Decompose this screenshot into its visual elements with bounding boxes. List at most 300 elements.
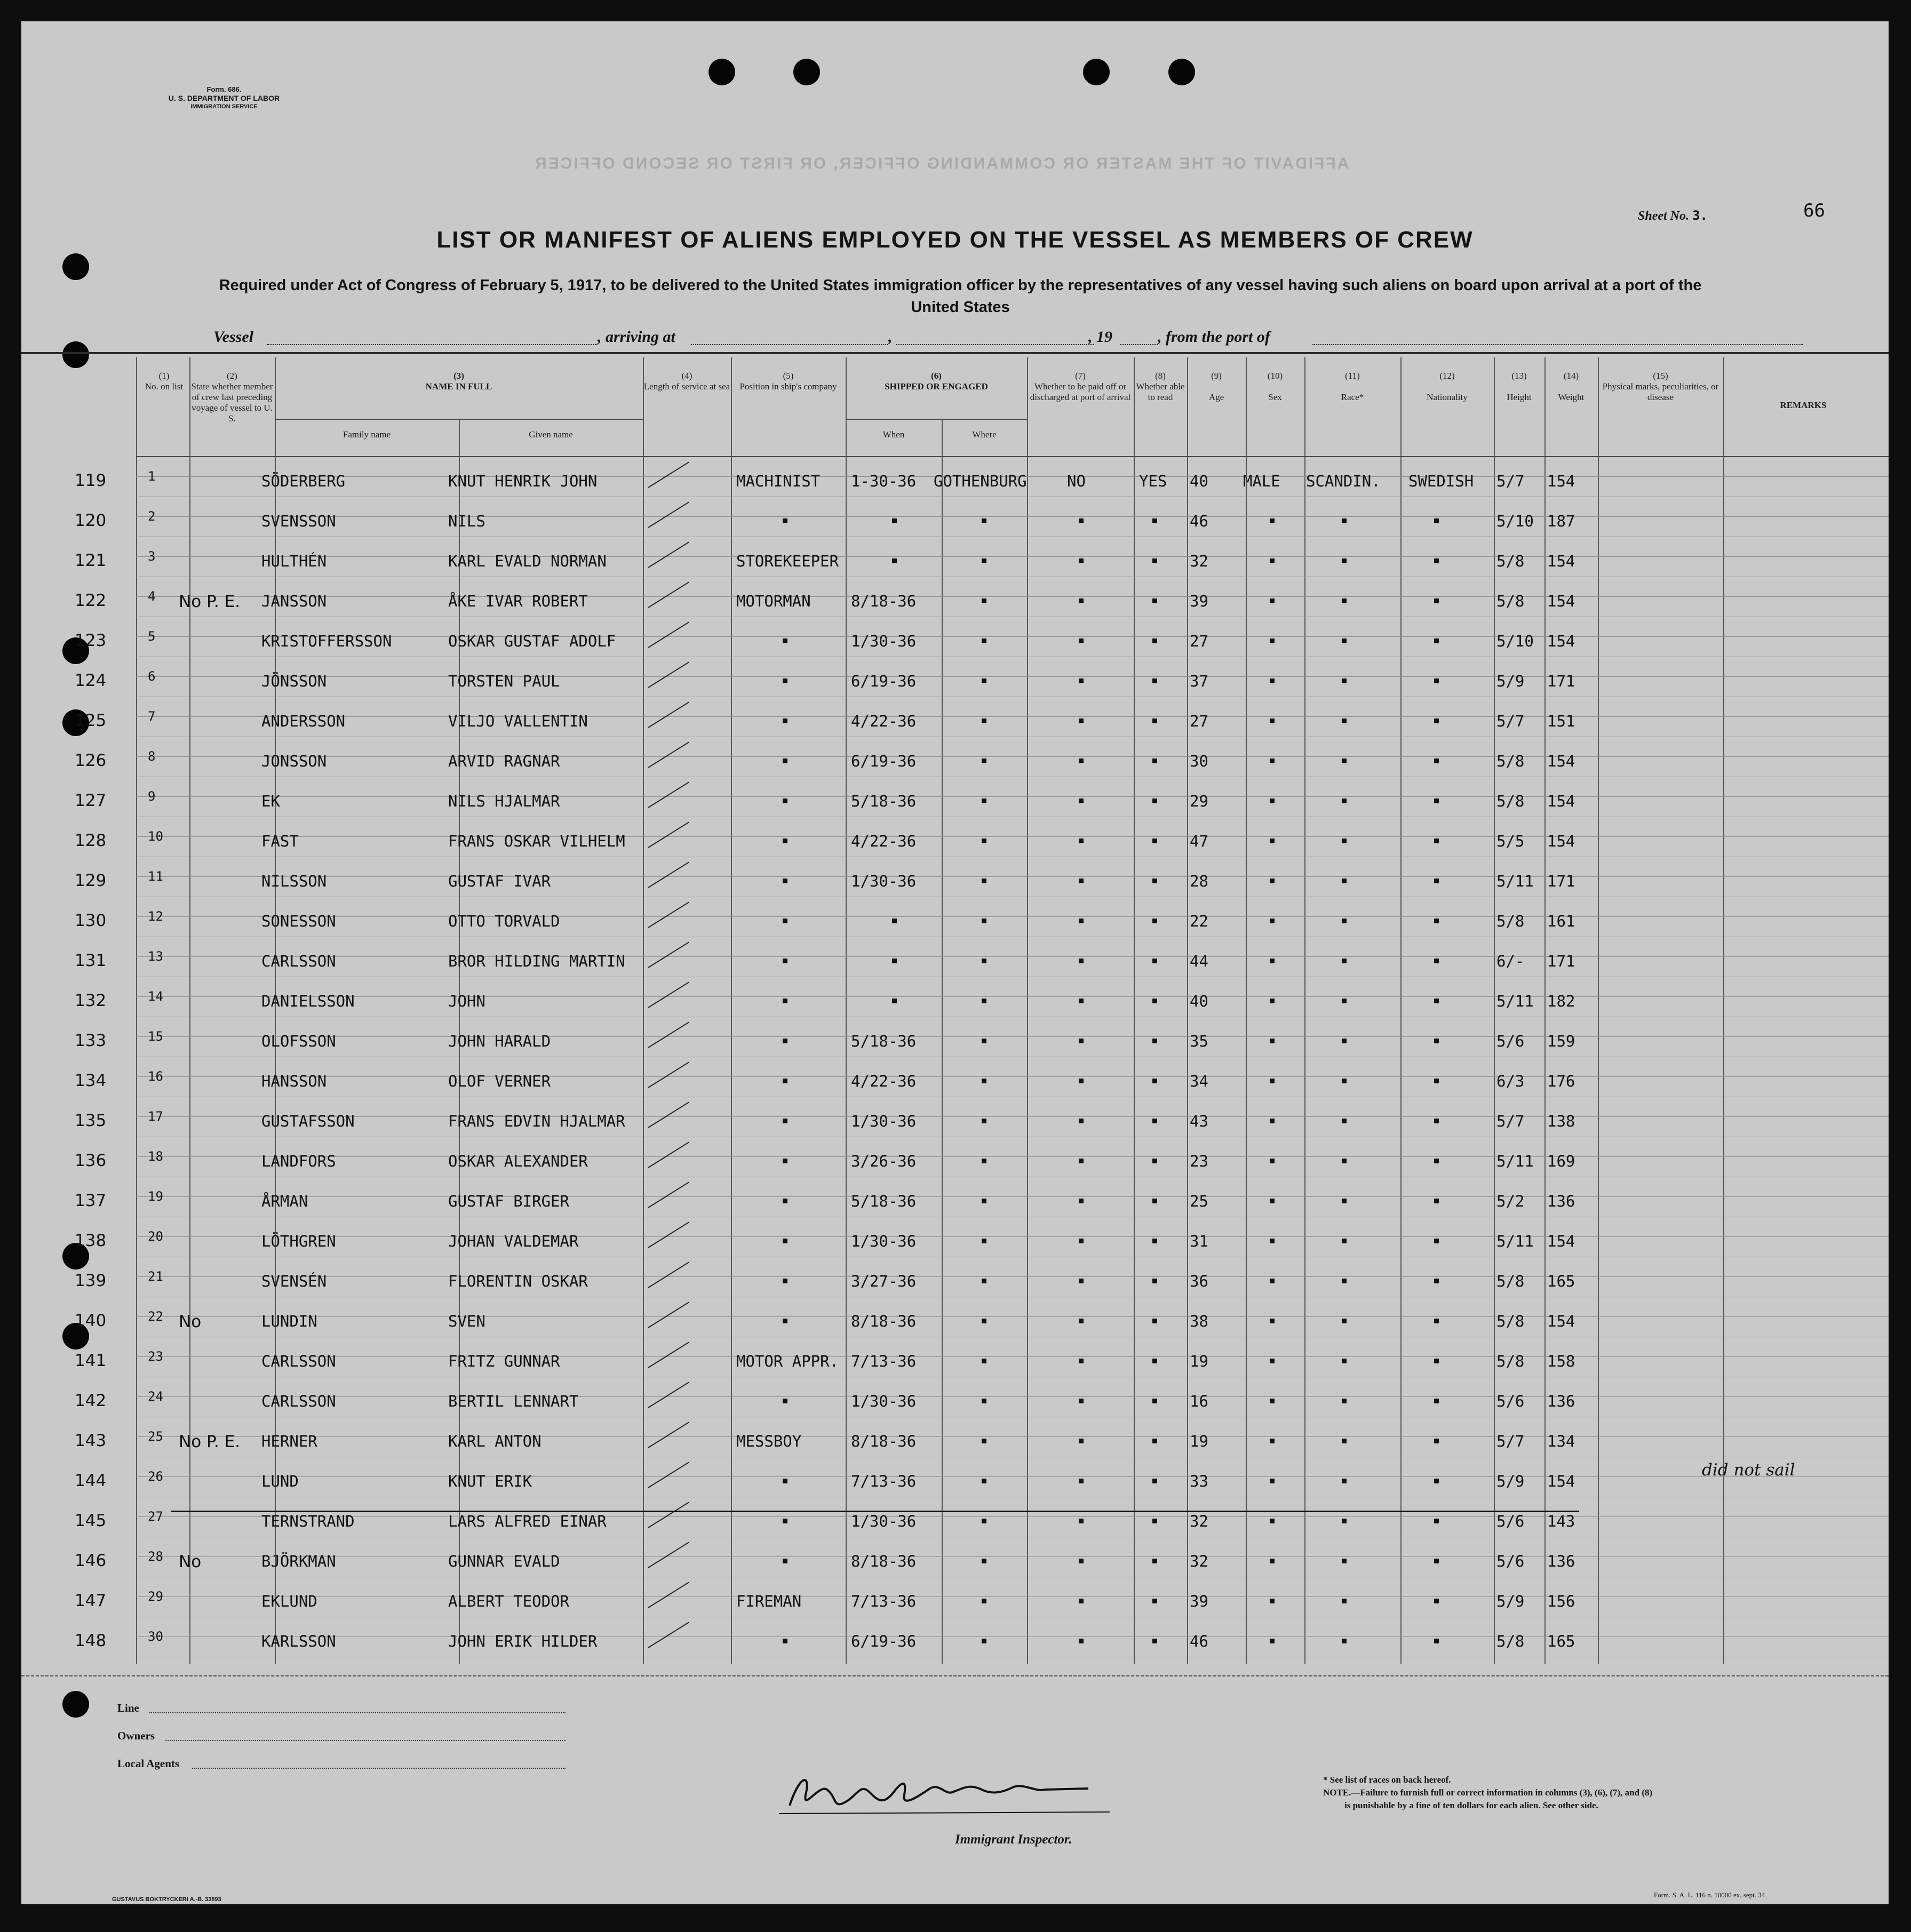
vessel-field xyxy=(267,344,598,345)
shipped-when: 1/30-36 xyxy=(851,1232,917,1250)
height: 5/5 xyxy=(1496,832,1525,850)
list-number: 17 xyxy=(148,1109,163,1124)
ditto-mark xyxy=(1079,879,1084,883)
shipped-when: 3/27-36 xyxy=(851,1272,917,1290)
column-divider xyxy=(942,419,943,1664)
when-head: When xyxy=(882,429,905,440)
ditto-mark xyxy=(1152,558,1157,563)
weight: 154 xyxy=(1547,472,1575,490)
manifest-sheet xyxy=(21,21,1889,1904)
col10-head xyxy=(1246,371,1304,403)
ditto-mark xyxy=(1342,718,1347,723)
service-tick xyxy=(648,581,689,608)
comma: , xyxy=(888,328,893,346)
col8-num: (8) xyxy=(1155,371,1166,381)
family-name: CARLSSON xyxy=(261,1352,336,1370)
ditto-mark xyxy=(783,1039,787,1043)
ruling-line xyxy=(136,1076,1889,1077)
ditto-mark xyxy=(1152,638,1157,643)
height: 6/3 xyxy=(1496,1072,1525,1090)
ditto-mark xyxy=(982,558,986,563)
ruling-line xyxy=(136,1556,1889,1557)
service-tick xyxy=(648,1502,689,1528)
given-name: KNUT HENRIK JOHN xyxy=(448,472,598,490)
ditto-mark xyxy=(1342,1279,1347,1283)
ditto-mark xyxy=(783,1559,787,1563)
punch-hole xyxy=(793,59,820,85)
previous-voyage: No xyxy=(179,1552,202,1571)
ditto-mark xyxy=(1270,638,1275,643)
paid-off: NO xyxy=(1067,472,1086,490)
family-name: TERNSTRAND xyxy=(261,1512,355,1530)
given-name: ÅKE IVAR ROBERT xyxy=(448,592,588,610)
family-name: EKLUND xyxy=(261,1592,317,1610)
height: 5/9 xyxy=(1496,672,1525,690)
list-number: 22 xyxy=(148,1309,163,1324)
ditto-mark xyxy=(783,999,787,1003)
ditto-mark xyxy=(1434,1359,1439,1363)
weight: 165 xyxy=(1547,1632,1575,1650)
page-line-number: 135 xyxy=(75,1111,107,1130)
ditto-mark xyxy=(783,678,787,683)
ruling-line xyxy=(136,1196,1889,1197)
ditto-mark xyxy=(982,1319,986,1323)
age: 35 xyxy=(1190,1032,1208,1050)
service-tick xyxy=(648,461,689,488)
shipped-when: 1/30-36 xyxy=(851,1112,917,1130)
given-name: VILJO VALLENTIN xyxy=(448,712,588,730)
weight: 154 xyxy=(1547,1232,1575,1250)
ditto-mark xyxy=(1270,518,1275,523)
given-name: JOHN ERIK HILDER xyxy=(448,1632,598,1650)
page-line-number: 144 xyxy=(75,1471,107,1490)
height: 5/11 xyxy=(1496,872,1534,890)
port-field xyxy=(1312,344,1803,345)
weight: 165 xyxy=(1547,1272,1575,1290)
ditto-mark xyxy=(783,1199,787,1203)
age: 27 xyxy=(1190,712,1208,730)
ditto-mark xyxy=(1342,1159,1347,1163)
ditto-mark xyxy=(1270,759,1275,763)
list-number: 12 xyxy=(148,909,163,924)
ruling-line xyxy=(136,716,1889,717)
age: 36 xyxy=(1190,1272,1208,1290)
form-header xyxy=(107,85,341,111)
shipped-when: 7/13-36 xyxy=(851,1592,917,1610)
page-line-number: 140 xyxy=(75,1311,107,1330)
weight: 161 xyxy=(1547,912,1575,930)
ditto-mark xyxy=(783,1479,787,1483)
age: 44 xyxy=(1190,952,1208,970)
ditto-mark xyxy=(783,919,787,923)
ditto-mark xyxy=(1434,1239,1439,1243)
list-number: 8 xyxy=(148,749,156,764)
weight: 143 xyxy=(1547,1512,1575,1530)
ruling-line xyxy=(136,996,1889,997)
ditto-mark xyxy=(1434,558,1439,563)
age: 29 xyxy=(1190,792,1208,810)
family-name: ANDERSSON xyxy=(261,712,346,730)
weight: 136 xyxy=(1547,1192,1575,1210)
arriving-label: , arriving at xyxy=(598,328,675,346)
ditto-mark xyxy=(1270,1479,1275,1483)
family-name: EK xyxy=(261,792,280,810)
age: 40 xyxy=(1190,472,1208,490)
family-name: FAST xyxy=(261,832,299,850)
ship-position: STOREKEEPER xyxy=(736,552,839,570)
page-line-number: 120 xyxy=(75,511,107,530)
weight: 154 xyxy=(1547,552,1575,570)
ruling-line xyxy=(136,756,1889,757)
ditto-mark xyxy=(982,518,986,523)
col14-head xyxy=(1544,371,1598,403)
ditto-mark xyxy=(1270,1519,1275,1523)
ditto-mark xyxy=(982,1159,986,1163)
given-name: TORSTEN PAUL xyxy=(448,672,560,690)
col2-num: (2) xyxy=(227,371,237,381)
ditto-mark xyxy=(1270,598,1275,603)
ditto-mark xyxy=(982,678,986,683)
ditto-mark xyxy=(1152,1359,1157,1363)
vessel-label: Vessel xyxy=(213,328,253,346)
column-divider xyxy=(1134,357,1135,1664)
service-tick xyxy=(648,1141,689,1168)
list-number: 26 xyxy=(148,1469,163,1484)
service: IMMIGRATION SERVICE xyxy=(190,103,258,110)
department: U. S. DEPARTMENT OF LABOR xyxy=(168,94,280,103)
ditto-mark xyxy=(1270,839,1275,843)
list-number: 5 xyxy=(148,629,156,644)
ditto-mark xyxy=(1342,638,1347,643)
family-name: HULTHÉN xyxy=(261,552,327,570)
ditto-mark xyxy=(1342,1319,1347,1323)
page-line-number: 124 xyxy=(75,671,107,690)
col2-label: State whether member of crew last preceding voyage of vessel to U. S. xyxy=(191,381,273,424)
column-divider xyxy=(643,357,644,1664)
footnote xyxy=(1323,1774,1857,1811)
given-name: FRANS OSKAR VILHELM xyxy=(448,832,625,850)
col4-label: Length of service at sea xyxy=(643,381,730,392)
column-divider xyxy=(1027,357,1028,1664)
ditto-mark xyxy=(1434,718,1439,723)
weight: 154 xyxy=(1547,592,1575,610)
ruling-line xyxy=(136,1036,1889,1037)
family-name: ÅRMAN xyxy=(261,1192,308,1210)
ditto-mark xyxy=(1270,1239,1275,1243)
column-divider xyxy=(1304,357,1305,1664)
ruling-line xyxy=(136,1516,1889,1517)
service-tick xyxy=(648,1462,689,1488)
col1-head xyxy=(139,371,189,392)
age: 37 xyxy=(1190,672,1208,690)
ditto-mark xyxy=(1152,1119,1157,1123)
ditto-mark xyxy=(982,1359,986,1363)
shipped-when: 1/30-36 xyxy=(851,872,917,890)
page-line-number: 131 xyxy=(75,951,107,970)
ditto-mark xyxy=(1079,1519,1084,1523)
agents-field xyxy=(192,1768,566,1769)
ruling-line xyxy=(136,1636,1889,1637)
shipped-when: 1/30-36 xyxy=(851,1392,917,1410)
footnote-fine-1: NOTE.—Failure to furnish full or correct information in columns (3), (6), (7), and (8) xyxy=(1323,1787,1653,1798)
service-tick xyxy=(648,1622,689,1648)
list-number: 16 xyxy=(148,1069,163,1084)
family-name: GUSTAFSSON xyxy=(261,1112,355,1130)
ditto-mark xyxy=(1342,759,1347,763)
col6-label: SHIPPED OR ENGAGED xyxy=(885,381,988,392)
ruling-line xyxy=(136,1316,1889,1317)
remarks-head: REMARKS xyxy=(1780,400,1827,410)
page-line-number: 148 xyxy=(75,1631,107,1650)
family-name-head: Family name xyxy=(343,429,391,440)
ditto-mark xyxy=(1270,1159,1275,1163)
year-field xyxy=(1120,344,1158,345)
weight: 171 xyxy=(1547,952,1575,970)
line-field xyxy=(149,1712,566,1713)
ditto-mark xyxy=(1079,759,1084,763)
page-line-number: 129 xyxy=(75,871,107,890)
height: 5/6 xyxy=(1496,1552,1525,1570)
page-line-number: 139 xyxy=(75,1271,107,1290)
ditto-mark xyxy=(783,1239,787,1243)
ditto-mark xyxy=(1079,718,1084,723)
ditto-mark xyxy=(1079,919,1084,923)
age: 40 xyxy=(1190,992,1208,1010)
page-line-number: 132 xyxy=(75,991,107,1010)
page-line-number: 130 xyxy=(75,911,107,930)
ditto-mark xyxy=(982,1119,986,1123)
col13-num: (13) xyxy=(1511,371,1527,381)
col3-head xyxy=(275,371,643,392)
age: 16 xyxy=(1190,1392,1208,1410)
ditto-mark xyxy=(1270,1039,1275,1043)
ditto-mark xyxy=(982,999,986,1003)
service-tick xyxy=(648,661,689,688)
col12-head xyxy=(1400,371,1494,403)
shipped-when: 1-30-36 xyxy=(851,472,917,490)
given-name: OTTO TORVALD xyxy=(448,912,560,930)
ditto-mark xyxy=(1152,1319,1157,1323)
list-number: 6 xyxy=(148,669,156,684)
col14-num: (14) xyxy=(1563,371,1579,381)
age: 47 xyxy=(1190,832,1208,850)
ditto-mark xyxy=(1079,999,1084,1003)
line-label: Line xyxy=(117,1702,139,1714)
col7-label: Whether to be paid off or discharged at port of arrival xyxy=(1030,381,1131,403)
punch-hole xyxy=(62,1691,89,1718)
ditto-mark xyxy=(783,718,787,723)
header-rule xyxy=(136,456,1889,457)
given-name-head: Given name xyxy=(529,429,573,440)
ditto-mark xyxy=(1270,678,1275,683)
ditto-mark xyxy=(1342,839,1347,843)
col3-label: NAME IN FULL xyxy=(425,381,492,392)
age: 22 xyxy=(1190,912,1208,930)
ditto-mark xyxy=(783,839,787,843)
ditto-mark xyxy=(1152,1199,1157,1203)
service-tick xyxy=(648,1302,689,1328)
ditto-mark xyxy=(1152,1479,1157,1483)
height: 5/7 xyxy=(1496,712,1525,730)
ditto-mark xyxy=(982,1199,986,1203)
list-number: 10 xyxy=(148,829,163,844)
ruling-line xyxy=(136,1356,1889,1357)
height: 5/8 xyxy=(1496,1632,1525,1650)
col4-num: (4) xyxy=(681,371,692,381)
weight: 154 xyxy=(1547,1472,1575,1490)
weight: 182 xyxy=(1547,992,1575,1010)
weight: 154 xyxy=(1547,1312,1575,1330)
service-tick xyxy=(648,941,689,968)
col5-num: (5) xyxy=(783,371,794,381)
ditto-mark xyxy=(1342,959,1347,963)
page-line-number: 147 xyxy=(75,1591,107,1610)
page-line-number: 128 xyxy=(75,831,107,850)
given-name: BERTIL LENNART xyxy=(448,1392,579,1410)
family-name: KARLSSON xyxy=(261,1632,336,1650)
family-name: JÖNSSON xyxy=(261,672,327,690)
col7-head xyxy=(1027,371,1134,403)
ditto-mark xyxy=(1270,558,1275,563)
service-tick xyxy=(648,1101,689,1128)
list-number: 7 xyxy=(148,709,156,724)
given-name: GUNNAR EVALD xyxy=(448,1552,560,1570)
col13-head xyxy=(1494,371,1544,403)
page-line-number: 125 xyxy=(75,711,107,730)
ditto-mark xyxy=(1152,718,1157,723)
col14-label: Weight xyxy=(1558,392,1584,403)
ditto-mark xyxy=(1079,1359,1084,1363)
ditto-mark xyxy=(1434,1559,1439,1563)
sheet-number xyxy=(1638,208,1708,223)
col8-head xyxy=(1134,371,1187,403)
ditto-mark xyxy=(1152,919,1157,923)
age: 25 xyxy=(1190,1192,1208,1210)
ditto-mark xyxy=(783,1079,787,1083)
family-name: LUND xyxy=(261,1472,299,1490)
agents-label: Local Agents xyxy=(117,1757,180,1770)
family-name: SÖDERBERG xyxy=(261,472,346,490)
weight: 176 xyxy=(1547,1072,1575,1090)
ditto-mark xyxy=(982,638,986,643)
given-name: OSKAR GUSTAF ADOLF xyxy=(448,632,616,650)
ditto-mark xyxy=(1434,1519,1439,1523)
height: 5/8 xyxy=(1496,752,1525,770)
ship-position: MOTORMAN xyxy=(736,592,811,610)
ditto-mark xyxy=(1079,1639,1084,1643)
ditto-mark xyxy=(1270,799,1275,803)
ditto-mark xyxy=(1434,839,1439,843)
ditto-mark xyxy=(982,759,986,763)
height: 6/- xyxy=(1496,952,1525,970)
ditto-mark xyxy=(1434,518,1439,523)
service-tick xyxy=(648,861,689,888)
ditto-mark xyxy=(1342,558,1347,563)
age: 32 xyxy=(1190,552,1208,570)
ditto-mark xyxy=(982,1079,986,1083)
ditto-mark xyxy=(783,638,787,643)
page-line-number: 134 xyxy=(75,1071,107,1090)
ruling-line xyxy=(136,916,1889,917)
page-line-number: 143 xyxy=(75,1431,107,1450)
ditto-mark xyxy=(1270,718,1275,723)
col12-num: (12) xyxy=(1439,371,1455,381)
ditto-mark xyxy=(1079,638,1084,643)
weight: 171 xyxy=(1547,672,1575,690)
ditto-mark xyxy=(982,799,986,803)
page-line-number: 137 xyxy=(75,1191,107,1210)
ditto-mark xyxy=(1152,678,1157,683)
owners-field xyxy=(165,1740,566,1741)
age: 34 xyxy=(1190,1072,1208,1090)
ditto-mark xyxy=(1152,598,1157,603)
family-name: KRISTOFFERSSON xyxy=(261,632,392,650)
ditto-mark xyxy=(1152,1559,1157,1563)
ditto-mark xyxy=(1152,839,1157,843)
given-name: KARL ANTON xyxy=(448,1432,542,1450)
shipped-when: 4/22-36 xyxy=(851,712,917,730)
shipped-where: GOTHENBURG xyxy=(934,472,1027,490)
col9-num: (9) xyxy=(1211,371,1222,381)
ruling-line xyxy=(136,1116,1889,1117)
given-name: ARVID RAGNAR xyxy=(448,752,560,770)
year-label: , 19 xyxy=(1088,328,1112,346)
list-number: 19 xyxy=(148,1189,163,1204)
given-name: JOHN HARALD xyxy=(448,1032,551,1050)
col11-head xyxy=(1304,371,1400,403)
col13-label: Height xyxy=(1507,392,1532,403)
ditto-mark xyxy=(783,1119,787,1123)
family-name: SVENSÉN xyxy=(261,1272,327,1290)
ditto-mark xyxy=(1079,959,1084,963)
ruling-line xyxy=(136,596,1889,597)
ditto-mark xyxy=(1152,1159,1157,1163)
column-divider xyxy=(1187,357,1188,1664)
family-name: SONESSON xyxy=(261,912,336,930)
ditto-mark xyxy=(1434,1479,1439,1483)
weight: 154 xyxy=(1547,832,1575,850)
ruling-line xyxy=(136,796,1889,797)
vessel-line xyxy=(21,328,1809,349)
ditto-mark xyxy=(1434,919,1439,923)
ditto-mark xyxy=(1434,638,1439,643)
height: 5/8 xyxy=(1496,1352,1525,1370)
family-name: DANIELSSON xyxy=(261,992,355,1010)
ruling-line xyxy=(136,1156,1889,1157)
list-number: 2 xyxy=(148,509,156,524)
ditto-mark xyxy=(1270,1199,1275,1203)
ditto-mark xyxy=(1342,1639,1347,1643)
service-tick xyxy=(648,1382,689,1408)
given-name: KARL EVALD NORMAN xyxy=(448,552,607,570)
age: 33 xyxy=(1190,1472,1208,1490)
given-name: OSKAR ALEXANDER xyxy=(448,1152,588,1170)
header-rule xyxy=(275,419,643,420)
ditto-mark xyxy=(1079,839,1084,843)
ruling-line xyxy=(136,636,1889,637)
ditto-mark xyxy=(1079,558,1084,563)
shipped-when: 5/18-36 xyxy=(851,792,917,810)
ditto-mark xyxy=(1152,759,1157,763)
ditto-mark xyxy=(1152,799,1157,803)
family-name: LÖTHGREN xyxy=(261,1232,336,1250)
ditto-mark xyxy=(1079,1079,1084,1083)
ditto-mark xyxy=(982,1439,986,1443)
shipped-when: 6/19-36 xyxy=(851,752,917,770)
height: 5/6 xyxy=(1496,1512,1525,1530)
height: 5/7 xyxy=(1496,1112,1525,1130)
column-divider xyxy=(1598,357,1599,1664)
